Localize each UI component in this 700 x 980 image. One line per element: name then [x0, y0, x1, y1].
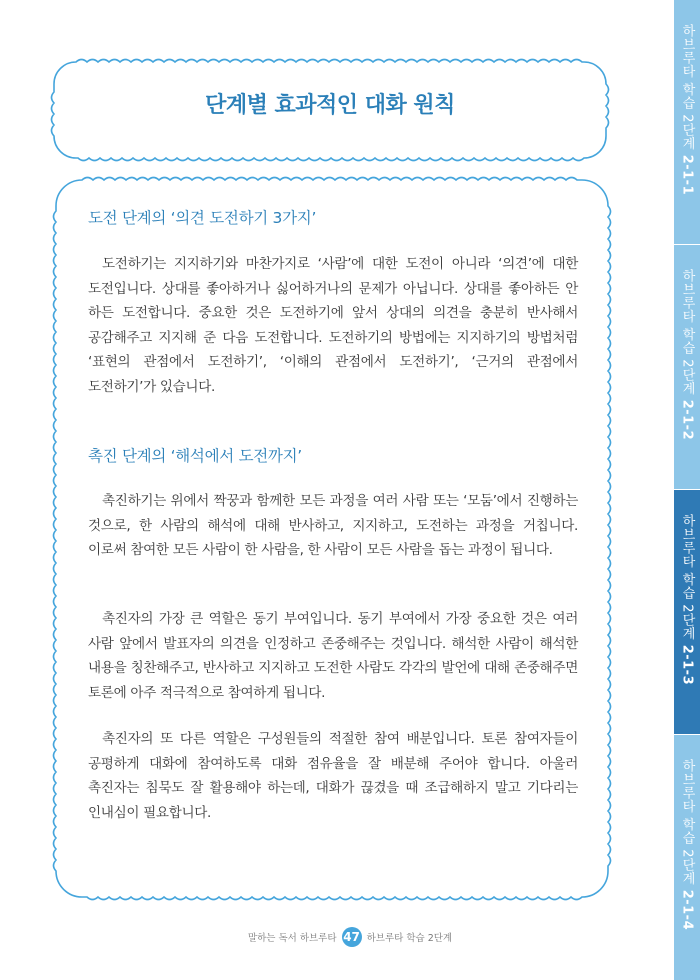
content-box: [52, 176, 612, 901]
side-tab-code: 2-1-3: [679, 644, 695, 686]
side-tab-2-1-2[interactable]: [674, 245, 700, 489]
paragraph-facilitation-1: 촉진하기는 위에서 짝꿍과 함께한 모든 과정을 여러 사람 또는 ‘모둠’에서 진행하는 것으로, 한 사람의 해석에 대해 반사하고, 지지하고, 도전하는 과정을 거칩니다. 이로써 참여한 모든 사람이 한 사람을, 한 사람이 모든 사람을 돕는 과정이 됩니다.: [88, 493, 578, 558]
side-tab-label: 하브루타 학습 2단계: [679, 269, 695, 396]
side-tab-2-1-3[interactable]: [674, 490, 700, 734]
side-tab-code: 2-1-1: [679, 154, 695, 196]
side-tab-2-1-1[interactable]: [674, 0, 700, 244]
page-footer: [0, 927, 700, 947]
page-number-badge: 47: [342, 927, 362, 947]
paragraph-challenge: 도전하기는 지지하기와 마찬가지로 ‘사람’에 대한 도전이 아니라 ‘의견’에 대한 도전입니다. 상대를 좋아하거나 싫어하거나의 문제가 아닙니다. 상대를 좋아하든 안 하든 도전합니다. 중요한 것은 도전하기에 앞서 상대의 의견을 충분히 반사해서 공감해주고 지지해 준 다음 도전합니다. 도전하기의 방법에는 지지하기의 방법처럼 ‘표현의 관점에서 도전하기’, ‘이해의 관점에서 도전하기’, ‘근거의 관점에서 도전하기’가 있습니다.: [88, 256, 578, 395]
side-tab-label: 하브루타 학습 2단계: [679, 514, 695, 641]
footer-chapter: 하브루타 학습 2단계: [366, 933, 453, 944]
section-heading-challenge: 도전 단계의 ‘의견 도전하기 3가지’: [88, 209, 317, 227]
side-tab-code: 2-1-2: [679, 399, 695, 441]
title-box: [50, 58, 610, 162]
side-tab-label: 하브루타 학습 2단계: [679, 759, 695, 886]
paragraph-facilitation-2: 촉진자의 가장 큰 역할은 동기 부여입니다. 동기 부여에서 가장 중요한 것은 여러 사람 앞에서 발표자의 의견을 인정하고 존중해주는 것입니다. 해석한 사람이 해석한 내용을 칭찬해주고, 반사하고 지지하고 도전한 사람도 각각의 발언에 대해 존중해주면 토론에 아주 적극적으로 참여하게 됩니다.: [88, 611, 578, 701]
paragraph-facilitation-3: 촉진자의 또 다른 역할은 구성원들의 적절한 참여 배분입니다. 토론 참여자들이 공평하게 대화에 참여하도록 대화 점유율을 잘 배분해 주어야 합니다. 아울러 촉진자는 침묵도 잘 활용해야 하는데, 대화가 끊겼을 때 조급해하지 말고 기다리는 인내심이 필요합니다.: [88, 731, 578, 821]
page-title: 단계별 효과적인 대화 원칙: [205, 93, 455, 118]
side-tab-label: 하브루타 학습 2단계: [679, 24, 695, 151]
footer-book-title: 말하는 독서 하브루타: [247, 933, 337, 944]
section-heading-facilitation: 촉진 단계의 ‘해석에서 도전까지’: [88, 447, 302, 465]
side-tab-code: 2-1-4: [679, 889, 695, 931]
